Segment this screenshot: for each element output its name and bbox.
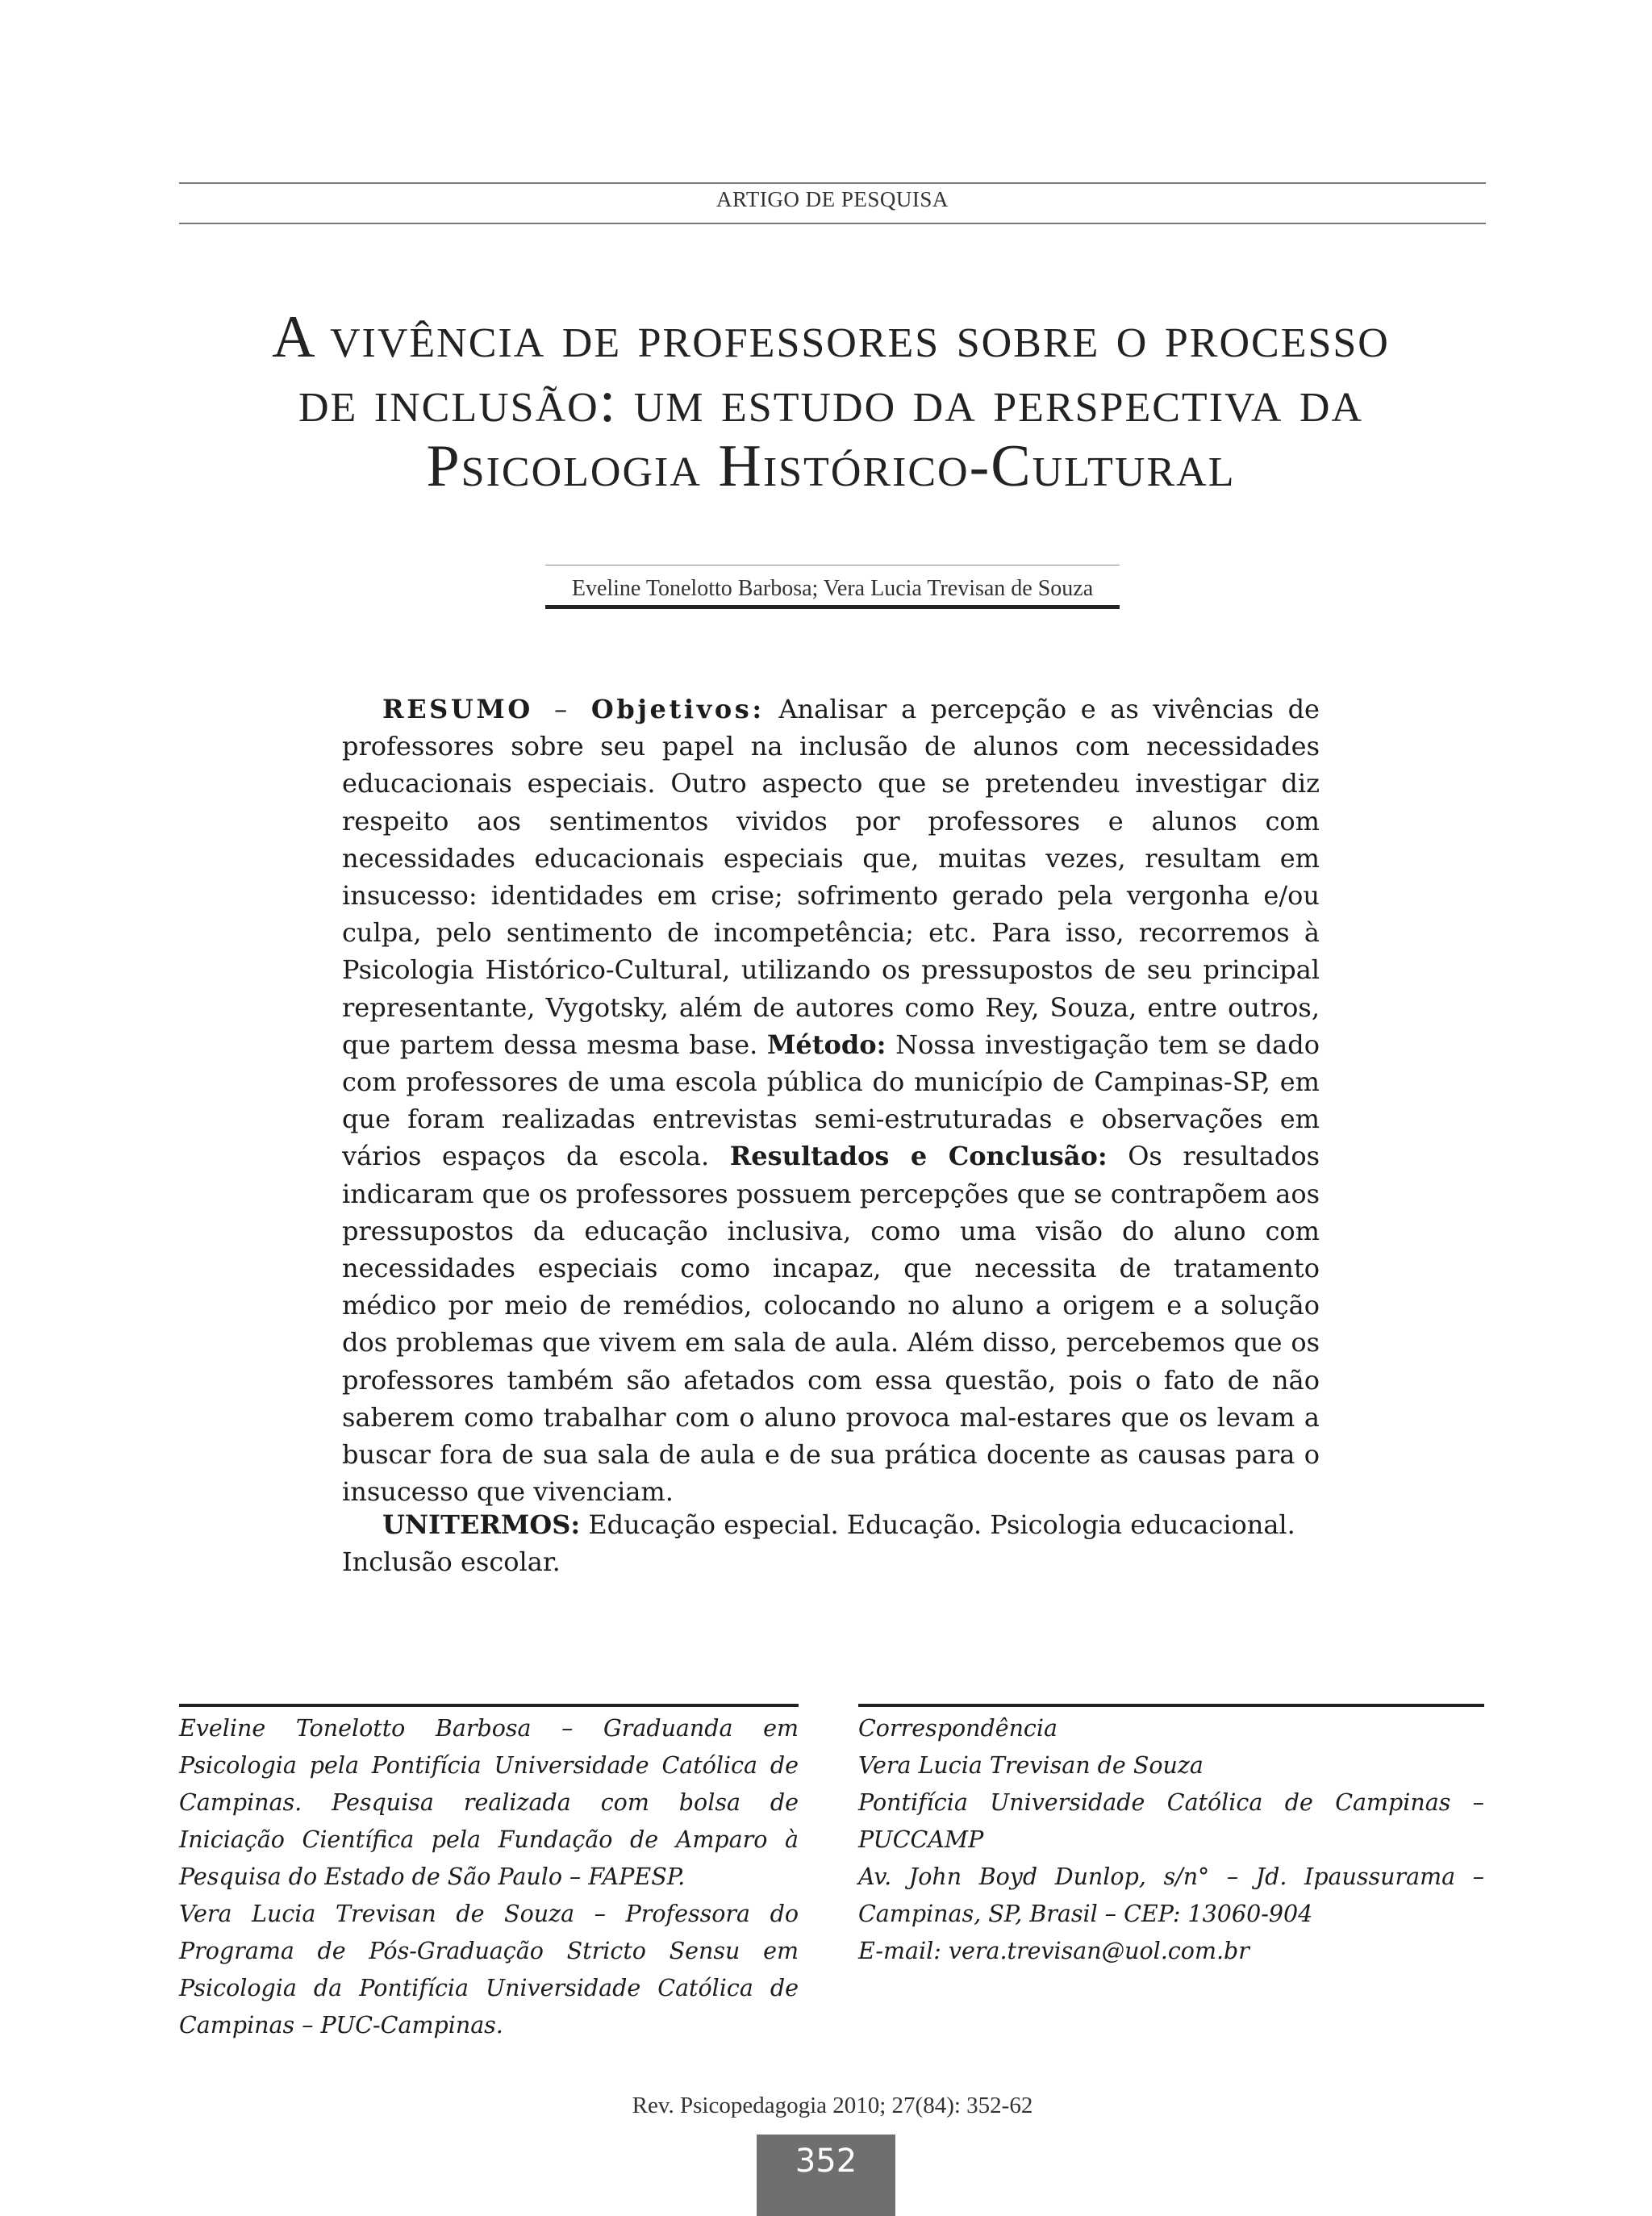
authors-rule-bottom bbox=[545, 605, 1120, 609]
article-title bbox=[145, 305, 1516, 499]
page-number: 352 bbox=[795, 2143, 857, 2180]
correspondence-institution: Pontifícia Universidade Católica de Campinas – PUCCAMP bbox=[858, 1789, 1484, 1853]
metodo-text: Nossa investigação tem se dado com professores de uma escola pública do município de Campinas-SP, em que foram realizadas entrevistas semi-estruturadas e observações em vários espaços da escola. bbox=[342, 1029, 1320, 1172]
keywords-label: UNITERMOS: bbox=[382, 1509, 581, 1540]
resultados-label: Resultados e Conclusão: bbox=[729, 1141, 1108, 1172]
author-note-2: Vera Lucia Trevisan de Souza – Professora do Programa de Pós-Graduação Stricto Sensu em Psicologia da Pontifícia Universidade Católica de Campinas – PUC-Campinas. bbox=[179, 1901, 799, 2039]
metodo-label: Método: bbox=[766, 1029, 886, 1060]
correspondence-heading: Correspondência bbox=[858, 1715, 1058, 1742]
objetivos-text: Analisar a percepção e as vivências de professores sobre seu papel na inclusão de alunos com necessidades educacionais especiais. Outro aspecto que se pretendeu investigar diz respeito aos sentimentos vividos por professores e alunos com necessidades educacionais especiais que, muitas vezes, resultam em insucesso: identidades em crise; sofrimento gerado pela vergonha e/ou culpa, pelo sentimento de incompetência; etc. Para isso, recorremos à Psicologia Histórico-Cultural, utilizando os pressupostos de seu principal representante, Vygotsky, além de autores como Rey, Souza, entre outros, que partem dessa mesma base. bbox=[342, 694, 1320, 1060]
journal-citation: Rev. Psicopedagogia 2010; 27(84): 352-62 bbox=[632, 2093, 1033, 2118]
author-notes bbox=[179, 1710, 799, 2044]
keywords bbox=[342, 1506, 1320, 1580]
title-line-2: de inclusão: um estudo da perspectiva da bbox=[298, 369, 1363, 435]
title-line-1: A vivência de professores sobre o processo bbox=[272, 304, 1390, 370]
resultados-text: Os resultados indicaram que os professores possuem percepções que se contrapõem aos pressupostos da educação inclusiva, como uma visão do aluno com necessidades especiais como incapaz, que necessita de tratamento médico por meio de remédios, colocando no aluno a origem e a solução dos problemas que vivem em sala de aula. Além disso, percebemos que os professores também são afetados com essa questão, pois o fato de não saberem como trabalhar com o aluno provoca mal-estares que os levam a buscar fora de sua sala de aula e de sua prática docente as causas para o insucesso que vivenciam. bbox=[342, 1141, 1320, 1508]
correspondence-email: E-mail: vera.trevisan@uol.com.br bbox=[858, 1938, 1249, 1964]
footnote-left-rule bbox=[179, 1704, 799, 1707]
correspondence-name: Vera Lucia Trevisan de Souza bbox=[858, 1752, 1204, 1779]
header-rule-top bbox=[179, 182, 1486, 184]
resumo-label: RESUMO bbox=[382, 694, 533, 724]
author-note-1: Eveline Tonelotto Barbosa – Graduanda em Psicologia pela Pontifícia Universidade Católica de Campinas. Pesquisa realizada com bolsa de Iniciação Científica pela Fundação de Amparo à Pesquisa do Estado de São Paulo – FAPESP. bbox=[179, 1715, 799, 1890]
correspondence bbox=[858, 1710, 1484, 1970]
resumo-dash: – bbox=[532, 694, 591, 724]
correspondence-address: Av. John Boyd Dunlop, s/n° – Jd. Ipaussurama – Campinas, SP, Brasil – CEP: 13060-904 bbox=[858, 1863, 1484, 1927]
abstract bbox=[342, 691, 1320, 1510]
authors-line: Eveline Tonelotto Barbosa; Vera Lucia Trevisan de Souza bbox=[571, 576, 1094, 601]
section-label: ARTIGO DE PESQUISA bbox=[716, 187, 949, 211]
title-line-3: Psicologia Histórico-Cultural bbox=[426, 433, 1236, 499]
footnote-right-rule bbox=[858, 1704, 1484, 1707]
page-number-box bbox=[757, 2135, 895, 2216]
keywords-text: Educação especial. Educação. Psicologia educacional. Inclusão escolar. bbox=[342, 1509, 1295, 1577]
objetivos-label: Objetivos: bbox=[590, 694, 765, 724]
header-rule-bottom bbox=[179, 223, 1486, 224]
